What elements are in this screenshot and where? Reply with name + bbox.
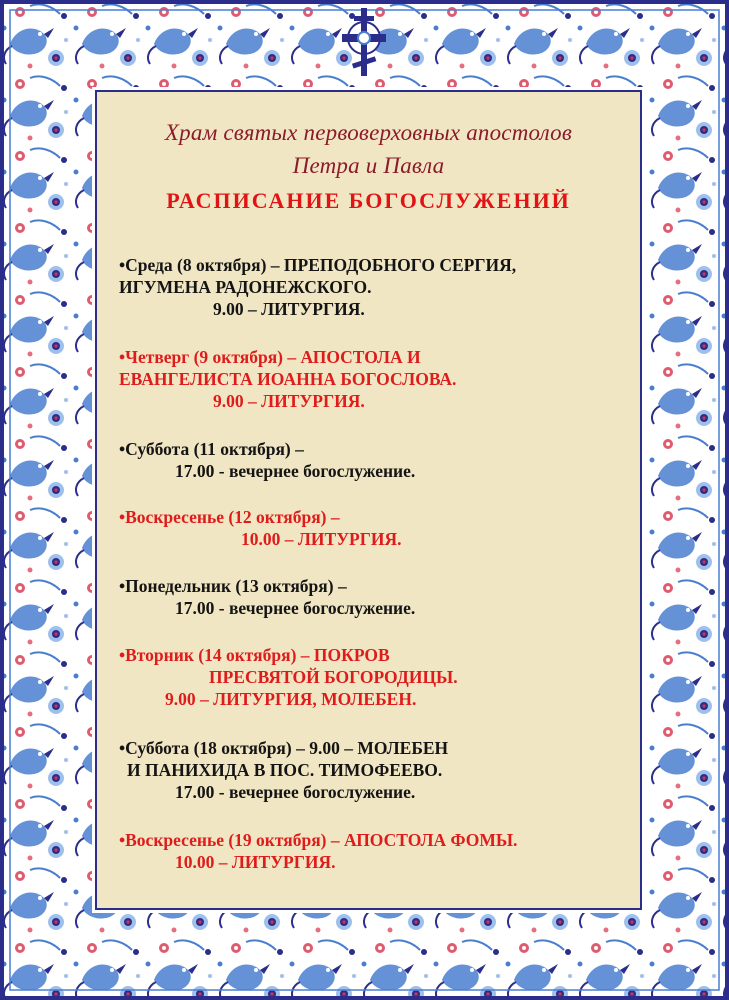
schedule-entry-oct-11 [117, 438, 637, 482]
schedule-entry-oct-12 [117, 506, 637, 550]
entry-line: 9.00 – ЛИТУРГИЯ. [213, 299, 365, 319]
schedule-entry-oct-13 [117, 575, 637, 619]
entry-line: ИГУМЕНА РАДОНЕЖСКОГО. [119, 277, 372, 297]
schedule-heading: РАСПИСАНИЕ БОГОСЛУЖЕНИЙ [166, 188, 571, 213]
temple-title-line-2: Петра и Павла [292, 153, 445, 178]
entry-line: •Суббота (11 октября) – [119, 439, 304, 459]
entry-line: •Четверг (9 октября) – АПОСТОЛА И [119, 347, 421, 367]
entry-line: 10.00 – ЛИТУРГИЯ. [241, 529, 402, 549]
entry-line: ПРЕСВЯТОЙ БОГОРОДИЦЫ. [209, 667, 458, 687]
entry-line: •Вторник (14 октября) – ПОКРОВ [119, 645, 390, 665]
entry-line: •Среда (8 октября) – ПРЕПОДОБНОГО СЕРГИЯ, [119, 255, 517, 275]
temple-title-line-1: Храм святых первоверховных апостолов [164, 120, 573, 145]
entry-line: •Суббота (18 октября) – 9.00 – МОЛЕБЕН [119, 738, 449, 758]
entry-line: 17.00 - вечернее богослужение. [175, 782, 416, 802]
schedule-panel [95, 90, 642, 910]
entry-line: 9.00 – ЛИТУРГИЯ. [213, 391, 365, 411]
schedule-entry-oct-14 [117, 644, 637, 710]
schedule-entry-oct-18 [117, 737, 637, 803]
header [97, 116, 640, 214]
entry-line: 10.00 – ЛИТУРГИЯ. [175, 852, 336, 872]
schedule-entry-oct-19 [117, 829, 637, 873]
schedule-entry-oct-9 [117, 346, 637, 412]
entry-line: •Воскресенье (12 октября) – [119, 507, 340, 527]
entry-line: •Понедельник (13 октября) – [119, 576, 347, 596]
entry-line: 17.00 - вечернее богослужение. [175, 461, 416, 481]
entry-line: •Воскресенье (19 октября) – АПОСТОЛА ФОМЫ. [119, 830, 518, 850]
entry-line: 17.00 - вечернее богослужение. [175, 598, 416, 618]
schedule-entry-oct-8 [117, 254, 637, 320]
entry-line: ЕВАНГЕЛИСТА ИОАННА БОГОСЛОВА. [119, 369, 457, 389]
entry-line: И ПАНИХИДА В ПОС. ТИМОФЕЕВО. [127, 760, 443, 780]
entry-line: 9.00 – ЛИТУРГИЯ, МОЛЕБЕН. [165, 689, 417, 709]
